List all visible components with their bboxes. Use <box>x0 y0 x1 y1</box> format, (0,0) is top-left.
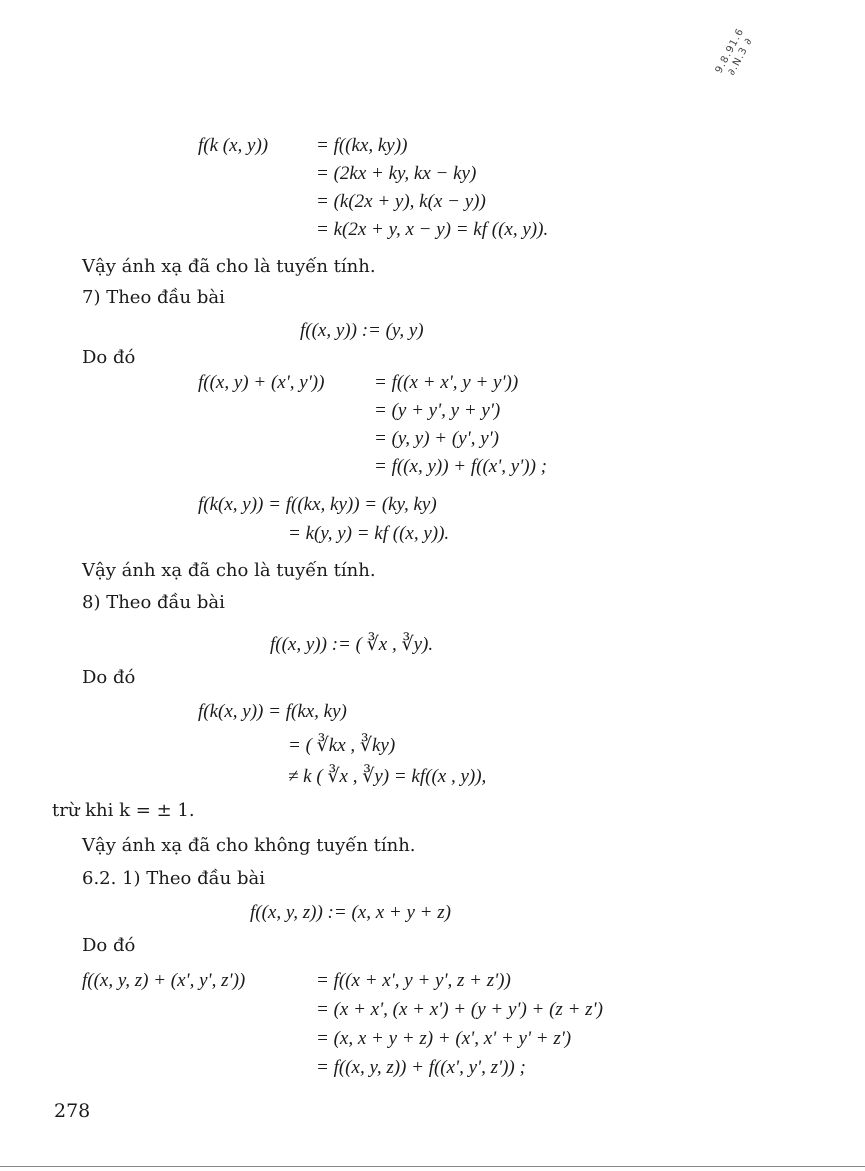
library-stamp: 9.8.91.6 ∂.N.3 ∂ <box>713 26 756 78</box>
text-line-t3: Do đó <box>82 347 136 368</box>
formula-line-l13: f(k(x, y)) = f(kx, ky) <box>198 701 347 722</box>
formula-line-l12: f((x, y)) := ( ∛x , ∛y). <box>270 634 434 655</box>
formula-line-l5: f((x, y)) := (y, y) <box>300 320 424 341</box>
formula-line-l15: ≠ k ( ∛x , ∛y) = kf((x , y)), <box>288 766 487 787</box>
text-line-t8: Vậy ánh xạ đã cho không tuyến tính. <box>82 835 416 856</box>
formula-line-l6a: f((x, y) + (x', y')) <box>198 372 325 393</box>
formula-line-l7: = (y + y', y + y') <box>374 400 501 421</box>
formula-line-l2: = (2kx + ky, kx − ky) <box>316 163 477 184</box>
formula-line-l19: = (x, x + y + z) + (x', x' + y' + z') <box>316 1028 572 1049</box>
text-line-t9: 6.2. 1) Theo đầu bài <box>82 868 265 889</box>
text-line-t4: Vậy ánh xạ đã cho là tuyến tính. <box>82 560 376 581</box>
formula-line-l6b: = f((x + x', y + y')) <box>374 372 519 393</box>
text-line-t10: Do đó <box>82 935 136 956</box>
text-line-t6: Do đó <box>82 667 136 688</box>
formula-line-l18: = (x + x', (x + x') + (y + y') + (z + z') <box>316 999 603 1020</box>
formula-line-l3: = (k(2x + y), k(x − y)) <box>316 191 486 212</box>
formula-line-l17b: = f((x + x', y + y', z + z')) <box>316 970 511 991</box>
formula-line-l17a: f((x, y, z) + (x', y', z')) <box>82 970 246 991</box>
formula-line-l20: = f((x, y, z)) + f((x', y', z')) ; <box>316 1057 526 1078</box>
text-line-t1: Vậy ánh xạ đã cho là tuyến tính. <box>82 256 376 277</box>
formula-line-l9: = f((x, y)) + f((x', y')) ; <box>374 456 548 477</box>
formula-line-l16: f((x, y, z)) := (x, x + y + z) <box>250 902 451 923</box>
formula-line-l11: = k(y, y) = kf ((x, y)). <box>288 523 450 544</box>
formula-line-l4: = k(2x + y, x − y) = kf ((x, y)). <box>316 219 549 240</box>
bottom-rule <box>0 1166 865 1167</box>
formula-line-l8: = (y, y) + (y', y') <box>374 428 500 449</box>
text-line-t7: trừ khi k = ± 1. <box>52 800 195 821</box>
page-number: 278 <box>54 1100 91 1122</box>
formula-line-l1b: = f((kx, ky)) <box>316 135 408 156</box>
formula-line-l1a: f(k (x, y)) <box>198 135 269 156</box>
text-line-t5: 8) Theo đầu bài <box>82 592 225 613</box>
text-line-t2: 7) Theo đầu bài <box>82 287 225 308</box>
formula-line-l10: f(k(x, y)) = f((kx, ky)) = (ky, ky) <box>198 494 437 515</box>
formula-line-l14: = ( ∛kx , ∛ky) <box>288 735 396 756</box>
